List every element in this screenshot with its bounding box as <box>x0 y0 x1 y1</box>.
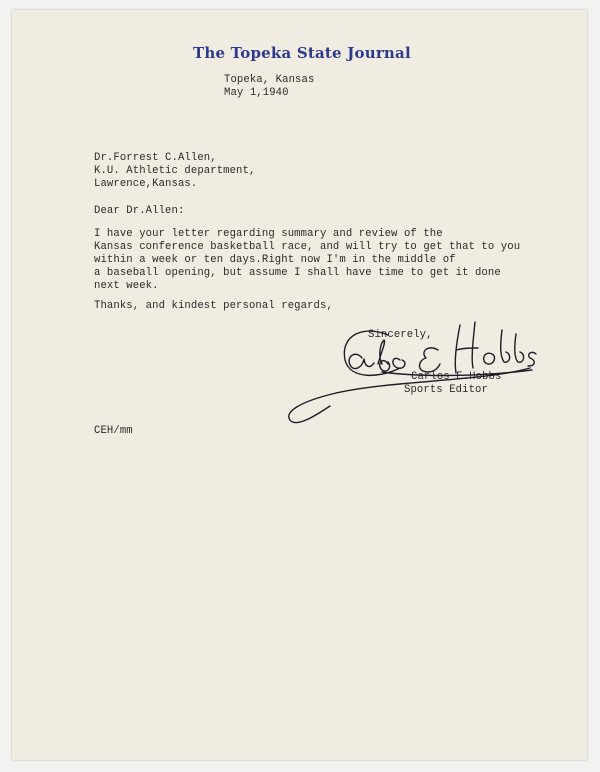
body-line: Kansas conference basketball race, and will try to get that to you <box>94 241 521 253</box>
newspaper-masthead: The Topeka State Journal <box>193 44 411 62</box>
handwritten-signature <box>270 320 570 435</box>
body-line: a baseball opening, but assume I shall have time to get it done <box>94 267 501 279</box>
recipient-department: K.U. Athletic department, <box>94 165 256 177</box>
signer-title: Sports Editor <box>404 384 488 396</box>
reference-initials: CEH/mm <box>94 425 133 437</box>
body-line: within a week or ten days.Right now I'm in the middle of <box>94 254 456 266</box>
salutation: Dear Dr.Allen: <box>94 205 185 217</box>
closing-word: Sincerely, <box>368 329 433 341</box>
letter-date: May 1,1940 <box>224 87 289 99</box>
signer-name: Carlos E.Hobbs <box>411 371 502 383</box>
body-line: I have your letter regarding summary and review of the <box>94 228 443 240</box>
closing-remark: Thanks, and kindest personal regards, <box>94 300 333 312</box>
recipient-name: Dr.Forrest C.Allen, <box>94 152 217 164</box>
body-line: next week. <box>94 280 159 292</box>
letterhead-city: Topeka, Kansas <box>224 74 315 86</box>
recipient-city: Lawrence,Kansas. <box>94 178 198 190</box>
